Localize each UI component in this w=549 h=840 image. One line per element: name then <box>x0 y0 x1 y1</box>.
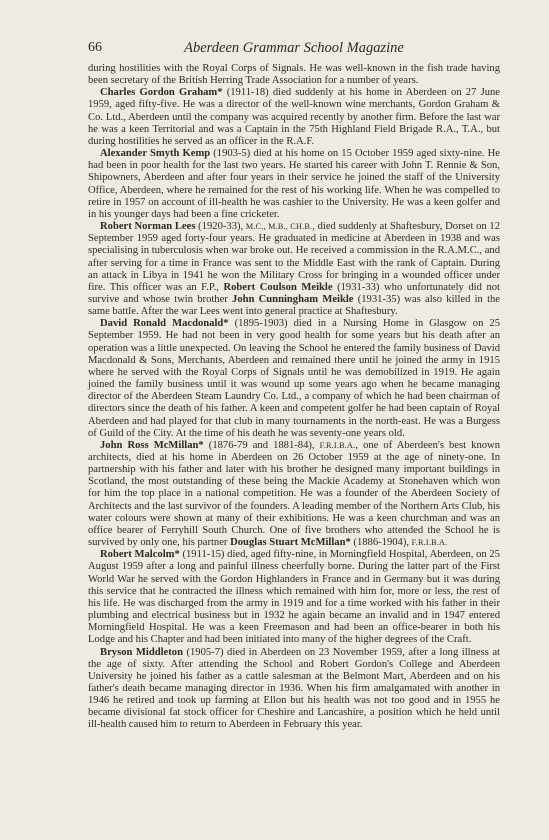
obituary-middleton: Bryson Middleton (1905-7) died in Aberdeen on 23 November 1959, after a long illness at the age of sixty. After attending the School and Robert Gordon's College and Aberdeen University he joined his father as a cattle salesman at the Belmont Mart, Aberdeen and on his father's death became managing director in 1936. When his firm amalgamated with another in 1946 he retired and took up farming at Ellon but his health was not too good and in 1955 he became divisional fat stock officer for Cheshire and Lancashire, a position which he held until ill-health caused him to return to Aberdeen in February this year. <box>88 646 500 731</box>
running-title: Aberdeen Grammar School Magazine <box>184 40 404 56</box>
obituary-macdonald: David Ronald Macdonald* (1895-1903) died in a Nursing Home in Glasgow on 25 September 1959. He had not been in very good health for some years but his death after an operation was a little unexpected. On leaving the School he entered the family business of David Macdonald & Sons, Merchants, Aberdeen and remained there until he joined the army in 1915 where he served with the Royal Corps of Signals until he was demobilized in 1919. He again joined the family business until it was wound up some years ago when he became managing director of the Aberdeen Steam Laundry Co. Ltd., a company of which he had been chairman of directors since the death of his father. A keen and competent golfer he had been captain of Royal Aberdeen and had played for that club in many tournaments in the north-east. He was a Burgess of Guild of the City. At the time of his death he was seventy-one years old. <box>88 318 501 439</box>
obituaries-text <box>88 63 500 732</box>
page-header <box>88 40 500 60</box>
obituary-malcolm: Robert Malcolm* (1911-15) died, aged fifty-nine, in Morningfield Hospital, Aberdeen, on 25 August 1959 after a long and painful illness cheerfully borne. During the latter part of the First World War he served with the Gordon Highlanders in France and in Germany but it was during this service that he contracted the illness which remained with him for, more or less, the rest of his life. He was discharged from the army in 1919 and for a time worked with his father in their plumbing and electrical business but in 1932 he again became an invalid and in 1947 entered Morningfield Hospital. He was a keen Freemason and had been an office-bearer in both his Lodge and his Chapter and had been initiated into many of the higher degrees of the Craft. <box>88 549 500 646</box>
page-number: 66 <box>88 40 102 55</box>
obituary-graham: Charles Gordon Graham* (1911-18) died suddenly at his home in Aberdeen on 27 June 1959, aged fifty-five. He was a director of the well-known wine merchants, Gordon Graham & Co. Ltd., Aberdeen until the company was acquired recently by another firm. Before the last war he was a keen Territorial and was a Captain in the 75th Highland Field Brigade R.A., T.A., but during hostilities he served as an officer in the R.A.F. <box>88 87 500 147</box>
obituary-continued: during hostilities with the Royal Corps of Signals. He was well-known in the fish trade having been secretary of the British Herring Trade Association for a number of years. <box>88 63 500 87</box>
obituary-lees: Robert Norman Lees (1920-33), M.C., M.B., CH.B., died suddenly at Shaftesbury, Dorset on 12 September 1959 aged forty-four years. He graduated in medicine at Aberdeen in 1938 and was specialising in tuberculosis when war broke out. He received a commission in the R.A.M.C., and after serving for a time in France was sent to the Middle East with the rank of Captain. During an attack in Libya in 1941 he won the Military Cross for bringing in a wounded officer under fire. This officer was an F.P., Robert Coulson Meikle (1931-33) who unfortunately did not survive and whose twin brother John Cunningham Meikle (1931-35) was also killed in the same battle. After the war Lees went into general practice at Shaftesbury. <box>88 221 501 318</box>
obituary-kemp: Alexander Smyth Kemp (1903-5) died at his home on 15 October 1959 aged sixty-nine. He had been in poor health for the last two years. He started his career with John T. Rennie & Son, Shipowners, Aberdeen and after four years in their service he joined the staff of the University Office, Aberdeen, where he remained for the rest of his working life. When he was compelled to retire in 1957 on account of ill-health he was cashier to the University. He was a keen golfer and in his younger days had been a fine cricketer. <box>88 148 501 220</box>
person-name: Charles Gordon Graham* <box>100 87 223 99</box>
person-name: Robert Malcolm* <box>100 549 180 561</box>
person-name: David Ronald Macdonald* <box>100 318 229 330</box>
person-name: Douglas Stuart McMillan* <box>230 537 351 549</box>
person-name: Robert Norman Lees <box>100 221 196 233</box>
person-name: Bryson Middleton <box>100 646 183 658</box>
person-name: John Ross McMillan* <box>100 439 204 451</box>
person-name: John Cunningham Meikle <box>232 293 354 305</box>
obituary-mcmillan: John Ross McMillan* (1876-79 and 1881-84), F.R.I.B.A., one of Aberdeen's best known architects, died at his home in Aberdeen on 26 October 1959 at the age of ninety-one. In partnership with his father and later with his brother he designed many important buildings in Scotland, the most outstanding of these being the Mackie Academy at Stonehaven which won for him the top place in a national competition. He was a founder of the Aberdeen Society of Architects and the last survivor of the founders. A leading member of the Northern Arts Club, his water colours were shown at many of their exhibitions. He was a keen churchman and was an office bearer of Ferryhill South Church. One of five brothers who attended the School he is survived by only one, his partner Douglas Stuart McMillan* (1886-1904), F.R.I.B.A. <box>88 439 500 549</box>
person-name: Alexander Smyth Kemp <box>100 148 211 160</box>
person-name: Robert Coulson Meikle <box>223 281 333 293</box>
